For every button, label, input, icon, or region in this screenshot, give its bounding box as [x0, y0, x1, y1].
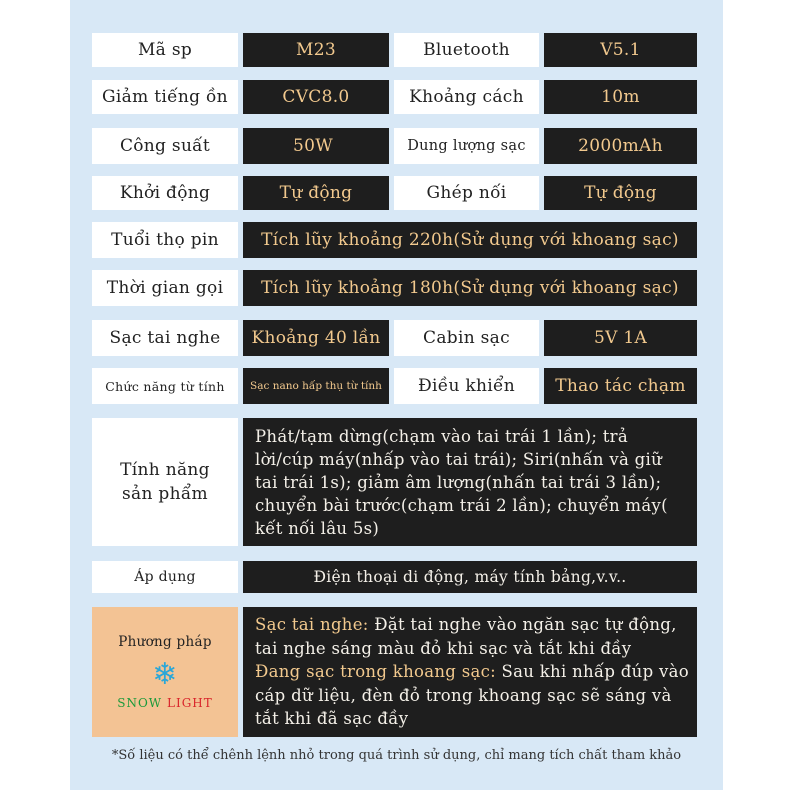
bluetooth-label: Bluetooth — [394, 33, 539, 67]
noise-label: Giảm tiếng ồn — [92, 80, 238, 114]
startup-label: Khởi động — [92, 176, 238, 210]
call-value: Tích lũy khoảng 180h(Sử dụng với khoang sạc) — [243, 270, 697, 306]
control-label: Điều khiển — [394, 368, 539, 404]
magnet-value: Sạc nano hấp thụ từ tính — [243, 368, 389, 404]
features-label-line2: sản phẩm — [122, 484, 208, 504]
bluetooth-value: V5.1 — [544, 33, 697, 67]
charge-value: Khoảng 40 lần — [243, 320, 389, 356]
method-value — [243, 607, 697, 737]
cabin-label: Cabin sạc — [394, 320, 539, 356]
features-value — [243, 418, 697, 546]
battery-value: Tích lũy khoảng 220h(Sử dụng với khoang sạc) — [243, 222, 697, 258]
method-heading-1: Sạc tai nghe: — [255, 615, 369, 635]
logo-snow-text: SNOW — [117, 696, 163, 710]
snowflake-icon: ❄ — [152, 657, 178, 692]
snow-light-logo — [117, 696, 213, 710]
control-value: Thao tác chạm — [544, 368, 697, 404]
pairing-label: Ghép nối — [394, 176, 539, 210]
battery-label: Tuổi thọ pin — [92, 222, 238, 258]
model-label: Mã sp — [92, 33, 238, 67]
startup-value: Tự động — [243, 176, 389, 210]
capacity-value: 2000mAh — [544, 128, 697, 164]
noise-value: CVC8.0 — [243, 80, 389, 114]
charge-label: Sạc tai nghe — [92, 320, 238, 356]
method-label-cell — [92, 607, 238, 737]
features-text: Phát/tạm dừng(chạm vào tai trái 1 lần); trả lời/cúp máy(nhấp vào tai trái); Siri(nhấn và giữ tai trái 1s); giảm âm lượng(nhấn tai trái 3 lần); chuyển bài trước(chạm trái 2 lần); chuyển máy( kết nối lâu 5s) — [255, 426, 668, 538]
method-text — [243, 613, 697, 731]
features-label-line1: Tính năng — [120, 460, 210, 480]
method-heading-2: Đang sạc trong khoang sạc: — [255, 662, 496, 682]
distance-label: Khoảng cách — [394, 80, 539, 114]
magnet-label: Chức năng từ tính — [92, 368, 238, 404]
call-label: Thời gian gọi — [92, 270, 238, 306]
model-value: M23 — [243, 33, 389, 67]
apply-label: Áp dụng — [92, 561, 238, 593]
method-text-2: Sau khi nhấp đúp vào cáp dữ liệu, đèn đỏ trong khoang sạc sẽ sáng và tắt khi đã sạc đầy — [255, 662, 689, 729]
footnote: *Số liệu có thể chênh lệnh nhỏ trong quá trình sử dụng, chỉ mang tích chất tham khảo — [111, 748, 682, 763]
method-text-1: Đặt tai nghe vào ngăn sạc tự động, tai nghe sáng màu đỏ khi sạc và tắt khi đầy — [255, 615, 677, 658]
power-label: Công suất — [92, 128, 238, 164]
capacity-label: Dung lượng sạc — [394, 128, 539, 164]
method-label: Phương pháp — [118, 634, 212, 650]
pairing-value: Tự động — [544, 176, 697, 210]
cabin-value: 5V 1A — [544, 320, 697, 356]
features-label — [92, 418, 238, 546]
power-value: 50W — [243, 128, 389, 164]
distance-value: 10m — [544, 80, 697, 114]
logo-light-text: LIGHT — [166, 696, 213, 710]
apply-value: Điện thoại di động, máy tính bảng,v.v.. — [243, 561, 697, 593]
